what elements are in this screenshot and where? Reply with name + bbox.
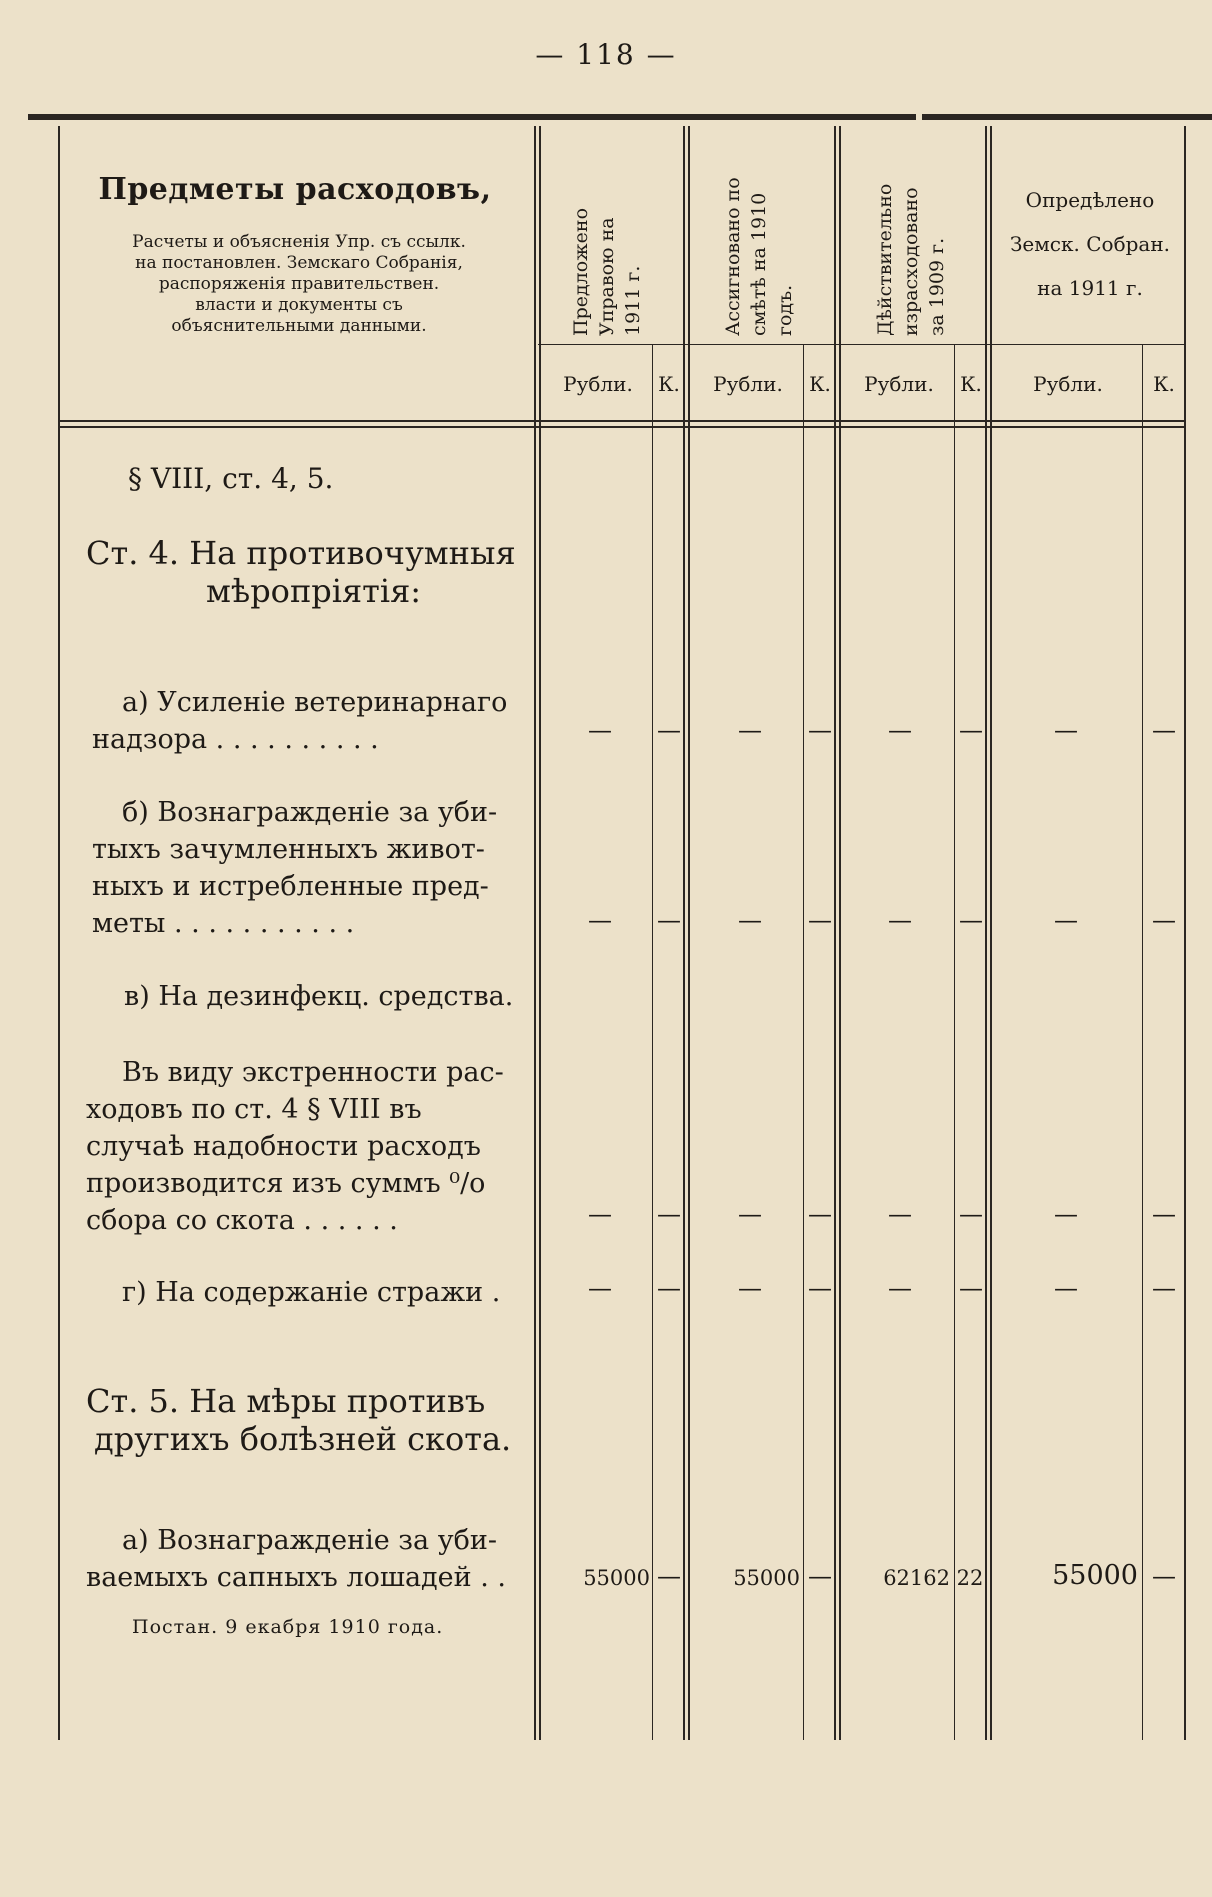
dash: —	[738, 1274, 762, 1302]
top-rule-right	[922, 114, 1212, 120]
item-b-line2: тыхъ зачумленныхъ живот-	[92, 834, 485, 865]
dash: —	[738, 1200, 762, 1228]
dash: —	[738, 906, 762, 934]
desc-col-border-b	[539, 126, 541, 1740]
dash: —	[1054, 716, 1078, 744]
col3-kop-border	[954, 344, 955, 1740]
top-rule-left	[28, 114, 916, 120]
item-a-line1: а) Усиленіе ветеринарнаго	[122, 687, 508, 718]
item-b-compensation	[92, 794, 516, 942]
desc-col-border-a	[534, 126, 536, 1740]
col3-heading: Дѣйствительно израсходовано за 1909 г.	[874, 183, 948, 336]
dash: —	[657, 1562, 681, 1590]
section-heading: § VIII, ст. 4, 5.	[128, 462, 334, 495]
item-a5-line1: а) Вознагражденіе за уби-	[122, 1525, 497, 1556]
col3-border-b	[990, 126, 992, 1740]
header-rule-upper	[58, 420, 1184, 422]
dash: —	[1152, 906, 1176, 934]
col4-rub-label: Рубли.	[1033, 372, 1103, 396]
item-a5-glanders	[86, 1522, 516, 1596]
dash: —	[1152, 716, 1176, 744]
col1-heading: Предложено Управою на 1911 г.	[570, 207, 644, 336]
dash: —	[588, 716, 612, 744]
article-4-line1: Ст. 4. На противочумныя	[86, 534, 516, 572]
spent-1909-rub-value: 62162	[883, 1566, 950, 1590]
col1-rub-label: Рубли.	[563, 372, 633, 396]
col4-heading-line3: на 1911 г.	[1037, 276, 1143, 300]
dash: —	[959, 906, 983, 934]
dash: —	[588, 1200, 612, 1228]
para-line2: ходовъ по ст. 4 § VIII въ	[86, 1094, 422, 1125]
header-rule-lower	[58, 426, 1184, 428]
dash: —	[808, 1200, 832, 1228]
dash: —	[888, 1274, 912, 1302]
col4-kop-border	[1142, 344, 1143, 1740]
col3-kop-label: К.	[960, 372, 982, 396]
page-number: — 118 —	[535, 38, 677, 71]
dash: —	[657, 906, 681, 934]
dash: —	[808, 906, 832, 934]
para-line4: производится изъ суммъ ⁰/о	[86, 1168, 486, 1199]
item-b-line4: меты . . . . . . . . . . .	[92, 908, 355, 939]
dash: —	[1152, 1562, 1176, 1590]
dash: —	[1152, 1200, 1176, 1228]
col2-heading: Ассигновано по смѣтѣ на 1910 годъ.	[722, 177, 796, 336]
dash: —	[808, 716, 832, 744]
dash: —	[1152, 1274, 1176, 1302]
dash: —	[588, 906, 612, 934]
para-line3: случаѣ надобности расходъ	[86, 1131, 481, 1162]
col3-rub-label: Рубли.	[864, 372, 934, 396]
unit-row-rule	[538, 344, 1184, 345]
right-border	[1184, 126, 1186, 1740]
left-border	[58, 126, 60, 1740]
dash: —	[657, 1274, 681, 1302]
item-a-line2: надзора . . . . . . . . . .	[92, 724, 379, 755]
col1-kop-label: К.	[658, 372, 680, 396]
dash: —	[1054, 1274, 1078, 1302]
para-line5: сбора со скота . . . . . .	[86, 1205, 398, 1236]
dash: —	[959, 716, 983, 744]
emergency-paragraph	[86, 1054, 516, 1239]
dash: —	[1054, 1200, 1078, 1228]
dash: —	[959, 1274, 983, 1302]
col2-rub-label: Рубли.	[713, 372, 783, 396]
dash: —	[888, 906, 912, 934]
dash: —	[888, 1200, 912, 1228]
col2-kop-label: К.	[809, 372, 831, 396]
item-g-guards: г) На содержаніе стражи .	[122, 1277, 501, 1308]
assigned-1910-value: 55000	[733, 1566, 800, 1590]
header-title: Предметы расходовъ,	[98, 172, 492, 207]
article-5-line1: Ст. 5. На мѣры противъ	[86, 1382, 486, 1420]
col4-kop-label: К.	[1153, 372, 1175, 396]
header-subtitle: Расчеты и объясненія Упр. съ ссылк. на постановлен. Земскаго Собранія, распоряженія правительствен. власти и документы съ объяснительными данными.	[132, 232, 466, 336]
col2-border-b	[839, 126, 841, 1740]
proposed-1911-value: 55000	[583, 1566, 650, 1590]
dash: —	[657, 1200, 681, 1228]
dash: —	[808, 1274, 832, 1302]
dash: —	[588, 1274, 612, 1302]
col4-heading-line1: Опредѣлено	[1025, 188, 1155, 212]
article-5-heading	[86, 1382, 526, 1458]
dash: —	[657, 716, 681, 744]
determined-1911-value: 55000	[1052, 1560, 1138, 1591]
dash: —	[738, 716, 762, 744]
dash: —	[808, 1562, 832, 1590]
para-line1: Въ виду экстренности рас-	[122, 1057, 504, 1088]
dash: —	[959, 1200, 983, 1228]
item-a-veterinary	[92, 684, 516, 758]
article-5-line2: другихъ болѣзней скота.	[94, 1420, 512, 1458]
item-a5-line2: ваемыхъ сапныхъ лошадей . .	[86, 1562, 506, 1593]
resolution-note: Постан. 9 екабря 1910 года.	[132, 1616, 444, 1638]
col4-heading-line2: Земск. Собран.	[1009, 232, 1171, 256]
col4-heading	[990, 178, 1190, 310]
article-4-line2: мѣропріятія:	[206, 572, 422, 610]
spent-1909-kop-value: 22	[956, 1566, 984, 1590]
col1-kop-border	[652, 344, 653, 1740]
article-4-heading	[86, 534, 516, 610]
item-b-line3: ныхъ и истребленные пред-	[92, 871, 489, 902]
item-v-disinfection: в) На дезинфекц. средства.	[124, 981, 514, 1012]
col2-kop-border	[803, 344, 804, 1740]
col1-border-b	[688, 126, 690, 1740]
dash: —	[888, 716, 912, 744]
item-b-line1: б) Вознагражденіе за уби-	[122, 797, 498, 828]
dash: —	[1054, 906, 1078, 934]
